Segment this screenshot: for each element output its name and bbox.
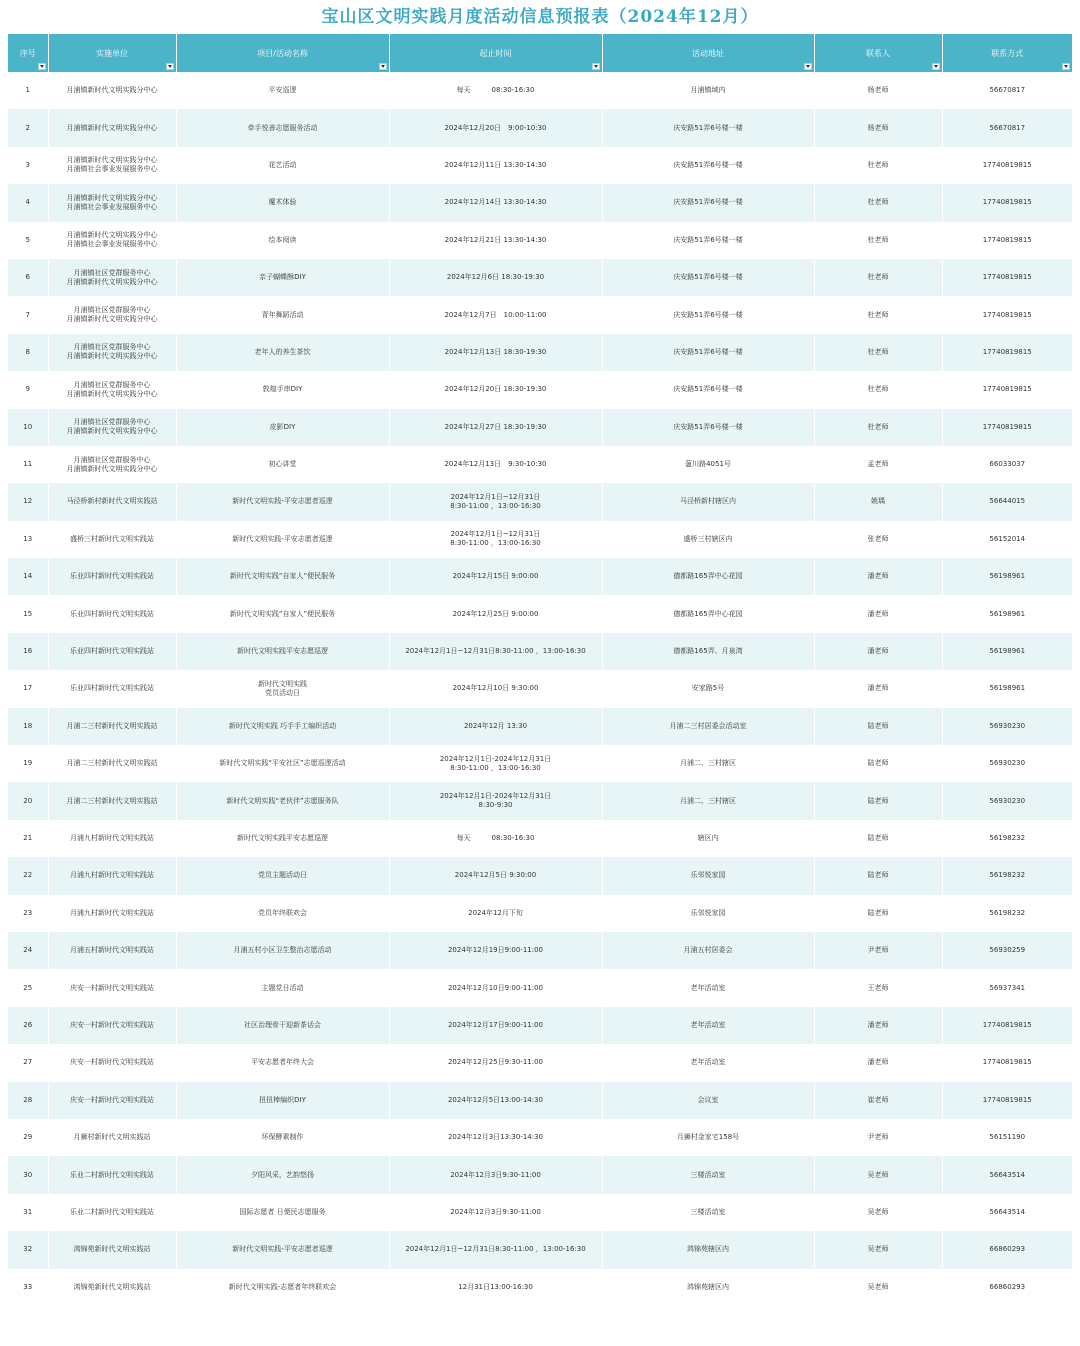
cell-time: 2024年12月10日 9:30:00 xyxy=(389,670,602,707)
table-row xyxy=(8,222,1072,259)
cell-unit: 乐业四村新时代文明实践站 xyxy=(48,633,176,670)
cell-activity-name: 牵手悦善志愿服务活动 xyxy=(176,109,389,146)
cell-no: 23 xyxy=(8,895,48,932)
header-cell-contact xyxy=(814,34,942,72)
cell-address: 庆安路51弄6号楼一楼 xyxy=(602,371,814,408)
cell-activity-name: 新时代文明实践-平安志愿者巡逻 xyxy=(176,483,389,520)
cell-no: 7 xyxy=(8,296,48,333)
table-row xyxy=(8,259,1072,296)
cell-phone: 56930230 xyxy=(942,782,1072,819)
cell-contact: 陆老师 xyxy=(814,895,942,932)
cell-address: 庆安路51弄6号楼一楼 xyxy=(602,334,814,371)
cell-address: 月狮村金家宅158号 xyxy=(602,1119,814,1156)
cell-contact: 杜老师 xyxy=(814,147,942,184)
table-row xyxy=(8,558,1072,595)
header-cell-address xyxy=(602,34,814,72)
cell-activity-name: 新时代文明实践-志愿者年终联欢会 xyxy=(176,1269,389,1306)
cell-no: 13 xyxy=(8,521,48,558)
table-row xyxy=(8,371,1072,408)
cell-unit: 庆安一村新时代文明实践站 xyxy=(48,1082,176,1119)
cell-unit: 月狮村新时代文明实践站 xyxy=(48,1119,176,1156)
cell-activity-name: 皮影DIY xyxy=(176,409,389,446)
table-row xyxy=(8,184,1072,221)
cell-activity-name: 月浦五村小区卫生整治志愿活动 xyxy=(176,932,389,969)
table-row xyxy=(8,745,1072,782)
cell-activity-name: 亲子蝴蝶酥DIY xyxy=(176,259,389,296)
cell-unit: 月浦镇社区党群服务中心 月浦镇新时代文明实践分中心 xyxy=(48,334,176,371)
cell-unit: 马泾桥新村新时代文明实践站 xyxy=(48,483,176,520)
cell-address: 庆安路51弄6号楼一楼 xyxy=(602,296,814,333)
cell-contact: 陆老师 xyxy=(814,820,942,857)
cell-time: 2024年12月3日9:30-11:00 xyxy=(389,1156,602,1193)
cell-phone: 17740819815 xyxy=(942,222,1072,259)
cell-phone: 56198961 xyxy=(942,595,1072,632)
cell-contact: 杨老师 xyxy=(814,72,942,109)
table-row xyxy=(8,1269,1072,1306)
cell-address: 蕰川路4051号 xyxy=(602,446,814,483)
cell-activity-name: 平安志愿者年终大会 xyxy=(176,1044,389,1081)
cell-contact: 姚瑀 xyxy=(814,483,942,520)
cell-phone: 56937341 xyxy=(942,969,1072,1006)
table-row xyxy=(8,932,1072,969)
cell-contact: 杜老师 xyxy=(814,409,942,446)
cell-phone: 17740819815 xyxy=(942,147,1072,184)
cell-phone: 17740819815 xyxy=(942,371,1072,408)
cell-no: 20 xyxy=(8,782,48,819)
cell-unit: 月浦镇新时代文明实践分中心 xyxy=(48,72,176,109)
cell-no: 14 xyxy=(8,558,48,595)
cell-no: 25 xyxy=(8,969,48,1006)
cell-activity-name: 平安巡逻 xyxy=(176,72,389,109)
table-row xyxy=(8,595,1072,632)
cell-address: 庆安路51弄6号楼一楼 xyxy=(602,184,814,221)
cell-address: 会议室 xyxy=(602,1082,814,1119)
cell-no: 5 xyxy=(8,222,48,259)
cell-time: 2024年12月 13:30 xyxy=(389,708,602,745)
cell-contact: 潘老师 xyxy=(814,1044,942,1081)
cell-activity-name: 青年舞蹈活动 xyxy=(176,296,389,333)
cell-activity-name: 绘本阅读 xyxy=(176,222,389,259)
filter-dropdown-icon[interactable] xyxy=(804,63,812,70)
cell-address: 三楼活动室 xyxy=(602,1156,814,1193)
cell-no: 19 xyxy=(8,745,48,782)
cell-contact: 潘老师 xyxy=(814,633,942,670)
cell-address: 庆安路51弄6号楼一楼 xyxy=(602,222,814,259)
cell-no: 31 xyxy=(8,1194,48,1231)
cell-address: 德都路165弄中心花园 xyxy=(602,595,814,632)
cell-time: 12月31日13:00-16:30 xyxy=(389,1269,602,1306)
cell-no: 10 xyxy=(8,409,48,446)
table-row xyxy=(8,409,1072,446)
cell-phone: 56930259 xyxy=(942,932,1072,969)
cell-contact: 杜老师 xyxy=(814,371,942,408)
table-row xyxy=(8,1007,1072,1044)
cell-address: 月浦镇域内 xyxy=(602,72,814,109)
cell-unit: 月浦九村新时代文明实践站 xyxy=(48,895,176,932)
table-row xyxy=(8,857,1072,894)
cell-unit: 月浦镇社区党群服务中心 月浦镇新时代文明实践分中心 xyxy=(48,371,176,408)
cell-time: 2024年12月10日9:00-11:00 xyxy=(389,969,602,1006)
cell-address: 鸿锦苑辖区内 xyxy=(602,1231,814,1268)
cell-unit: 月浦二三村新时代文明实践站 xyxy=(48,745,176,782)
cell-unit: 鸿锦苑新时代文明实践站 xyxy=(48,1269,176,1306)
table-row xyxy=(8,72,1072,109)
cell-no: 11 xyxy=(8,446,48,483)
cell-no: 12 xyxy=(8,483,48,520)
cell-address: 庆安路51弄6号楼一楼 xyxy=(602,147,814,184)
cell-time: 2024年12月3日9:30-11:00 xyxy=(389,1194,602,1231)
cell-address: 庆安路51弄6号楼一楼 xyxy=(602,409,814,446)
page-title: 宝山区文明实践月度活动信息预报表（2024年12月） xyxy=(321,7,759,27)
header-label: 联系方式 xyxy=(991,48,1024,58)
cell-time: 2024年12月19日9:00-11:00 xyxy=(389,932,602,969)
cell-contact: 吴老师 xyxy=(814,1269,942,1306)
cell-contact: 杨老师 xyxy=(814,109,942,146)
cell-no: 27 xyxy=(8,1044,48,1081)
cell-unit: 鸿锦苑新时代文明实践站 xyxy=(48,1231,176,1268)
cell-time: 2024年12月21日 13:30-14:30 xyxy=(389,222,602,259)
cell-no: 21 xyxy=(8,820,48,857)
table-row xyxy=(8,446,1072,483)
cell-contact: 潘老师 xyxy=(814,1007,942,1044)
table-row xyxy=(8,521,1072,558)
table-row xyxy=(8,969,1072,1006)
cell-address: 月浦五村居委会 xyxy=(602,932,814,969)
cell-address: 鸿锦苑辖区内 xyxy=(602,1269,814,1306)
cell-no: 3 xyxy=(8,147,48,184)
cell-time: 2024年12月1日~12月31日8:30-11:00 ，13:00-16:30 xyxy=(389,1231,602,1268)
cell-time: 2024年12月1日~12月31日8:30-11:00 ，13:00-16:30 xyxy=(389,633,602,670)
cell-no: 16 xyxy=(8,633,48,670)
table-row xyxy=(8,296,1072,333)
cell-activity-name: 新时代文明实践 巧手手工编织活动 xyxy=(176,708,389,745)
cell-no: 33 xyxy=(8,1269,48,1306)
cell-unit: 乐业二村新时代文明实践站 xyxy=(48,1194,176,1231)
cell-contact: 吴老师 xyxy=(814,1194,942,1231)
cell-contact: 杜老师 xyxy=(814,334,942,371)
cell-contact: 王老师 xyxy=(814,969,942,1006)
filter-dropdown-icon[interactable] xyxy=(166,63,174,70)
header-cell-phone xyxy=(942,34,1072,72)
cell-activity-name: 扭扭棒编织DIY xyxy=(176,1082,389,1119)
table-row xyxy=(8,1231,1072,1268)
cell-time: 每天 08:30-16:30 xyxy=(389,820,602,857)
cell-contact: 吴老师 xyxy=(814,1231,942,1268)
cell-time: 2024年12月1日~12月31日 8:30-11:00 ，13:00-16:30 xyxy=(389,521,602,558)
cell-address: 盛桥三村辖区内 xyxy=(602,521,814,558)
header-label: 序号 xyxy=(19,48,36,58)
cell-activity-name: 夕阳风采，艺韵悠扬 xyxy=(176,1156,389,1193)
cell-phone: 56198961 xyxy=(942,670,1072,707)
cell-unit: 月浦镇社区党群服务中心 月浦镇新时代文明实践分中心 xyxy=(48,446,176,483)
header-cell-name xyxy=(176,34,389,72)
cell-unit: 盛桥三村新时代文明实践站 xyxy=(48,521,176,558)
cell-activity-name: 新时代文明实践-平安志愿者巡逻 xyxy=(176,1231,389,1268)
cell-unit: 乐业二村新时代文明实践站 xyxy=(48,1156,176,1193)
cell-activity-name: 新时代文明实践“老伙伴”志愿服务队 xyxy=(176,782,389,819)
cell-contact: 潘老师 xyxy=(814,670,942,707)
cell-activity-name: 新时代文明实践“自家人”便民服务 xyxy=(176,595,389,632)
cell-contact: 孟老师 xyxy=(814,446,942,483)
table-row xyxy=(8,782,1072,819)
cell-unit: 月浦镇新时代文明实践分中心 月浦镇社会事业发展服务中心 xyxy=(48,147,176,184)
cell-no: 8 xyxy=(8,334,48,371)
cell-activity-name: 新时代文明实践平安志愿巡逻 xyxy=(176,820,389,857)
table-row xyxy=(8,334,1072,371)
cell-contact: 陆老师 xyxy=(814,708,942,745)
table-row xyxy=(8,820,1072,857)
cell-unit: 月浦镇社区党群服务中心 月浦镇新时代文明实践分中心 xyxy=(48,409,176,446)
cell-time: 2024年12月3日13:30-14:30 xyxy=(389,1119,602,1156)
table-row xyxy=(8,483,1072,520)
filter-dropdown-icon[interactable] xyxy=(932,63,940,70)
cell-phone: 17740819815 xyxy=(942,1007,1072,1044)
cell-address: 乐邻悦家园 xyxy=(602,857,814,894)
cell-no: 9 xyxy=(8,371,48,408)
cell-no: 6 xyxy=(8,259,48,296)
cell-phone: 66860293 xyxy=(942,1269,1072,1306)
cell-unit: 月浦镇新时代文明实践分中心 xyxy=(48,109,176,146)
cell-unit: 月浦九村新时代文明实践站 xyxy=(48,820,176,857)
header-cell-unit xyxy=(48,34,176,72)
cell-address: 庆安路51弄6号楼一楼 xyxy=(602,109,814,146)
cell-phone: 66033037 xyxy=(942,446,1072,483)
cell-time: 2024年12月11日 13:30-14:30 xyxy=(389,147,602,184)
cell-time: 2024年12月27日 18:30-19:30 xyxy=(389,409,602,446)
table-row xyxy=(8,1082,1072,1119)
table-row xyxy=(8,633,1072,670)
header-label: 活动地址 xyxy=(692,48,724,58)
cell-phone: 56670817 xyxy=(942,72,1072,109)
cell-activity-name: 老年人的养生茶饮 xyxy=(176,334,389,371)
header-cell-no xyxy=(8,34,48,72)
cell-activity-name: 敦煌手串DIY xyxy=(176,371,389,408)
cell-activity-name: 党员主题活动日 xyxy=(176,857,389,894)
filter-dropdown-icon[interactable] xyxy=(379,63,387,70)
cell-contact: 陆老师 xyxy=(814,745,942,782)
cell-phone: 56930230 xyxy=(942,745,1072,782)
cell-time: 2024年12月5日13:00-14:30 xyxy=(389,1082,602,1119)
cell-time: 2024年12月1日-2024年12月31日 8:30-9:30 xyxy=(389,782,602,819)
cell-unit: 庆安一村新时代文明实践站 xyxy=(48,1007,176,1044)
cell-unit: 庆安一村新时代文明实践站 xyxy=(48,1044,176,1081)
table-row xyxy=(8,895,1072,932)
cell-activity-name: 新时代文明实践“自家人”便民服务 xyxy=(176,558,389,595)
cell-activity-name: 初心讲堂 xyxy=(176,446,389,483)
cell-address: 庆安路51弄6号楼一楼 xyxy=(602,259,814,296)
filter-dropdown-icon[interactable] xyxy=(592,63,600,70)
cell-unit: 月浦五村新时代文明实践站 xyxy=(48,932,176,969)
cell-time: 2024年12月1日~12月31日 8:30-11:00 ，13:00-16:30 xyxy=(389,483,602,520)
table-row xyxy=(8,708,1072,745)
cell-time: 2024年12月17日9:00-11:00 xyxy=(389,1007,602,1044)
cell-time: 2024年12月15日 9:00:00 xyxy=(389,558,602,595)
cell-contact: 杜老师 xyxy=(814,184,942,221)
cell-contact: 陆老师 xyxy=(814,782,942,819)
cell-activity-name: 环保酵素制作 xyxy=(176,1119,389,1156)
cell-activity-name: 魔术体验 xyxy=(176,184,389,221)
cell-no: 26 xyxy=(8,1007,48,1044)
cell-phone: 56198961 xyxy=(942,633,1072,670)
cell-phone: 56198232 xyxy=(942,857,1072,894)
cell-address: 月浦二三村居委会活动室 xyxy=(602,708,814,745)
cell-phone: 17740819815 xyxy=(942,184,1072,221)
cell-contact: 尹老师 xyxy=(814,1119,942,1156)
cell-phone: 17740819815 xyxy=(942,1082,1072,1119)
cell-no: 1 xyxy=(8,72,48,109)
header-label: 联系人 xyxy=(866,48,890,58)
cell-address: 乐邻悦家园 xyxy=(602,895,814,932)
cell-address: 老年活动室 xyxy=(602,1007,814,1044)
cell-no: 17 xyxy=(8,670,48,707)
cell-contact: 杜老师 xyxy=(814,296,942,333)
cell-unit: 月浦镇社区党群服务中心 月浦镇新时代文明实践分中心 xyxy=(48,259,176,296)
header-label: 起止时间 xyxy=(479,48,512,58)
cell-phone: 66860293 xyxy=(942,1231,1072,1268)
cell-phone: 56198961 xyxy=(942,558,1072,595)
cell-phone: 17740819815 xyxy=(942,259,1072,296)
cell-unit: 月浦镇社区党群服务中心 月浦镇新时代文明实践分中心 xyxy=(48,296,176,333)
cell-unit: 乐业四村新时代文明实践站 xyxy=(48,670,176,707)
cell-no: 30 xyxy=(8,1156,48,1193)
cell-contact: 潘老师 xyxy=(814,558,942,595)
cell-unit: 月浦二三村新时代文明实践站 xyxy=(48,782,176,819)
table-row xyxy=(8,147,1072,184)
cell-phone: 17740819815 xyxy=(942,296,1072,333)
cell-activity-name: 花艺活动 xyxy=(176,147,389,184)
cell-activity-name: 主题党日活动 xyxy=(176,969,389,1006)
cell-address: 马泾桥新村辖区内 xyxy=(602,483,814,520)
table-row xyxy=(8,1119,1072,1156)
cell-time: 2024年12月6日 18:30-19:30 xyxy=(389,259,602,296)
cell-contact: 尹老师 xyxy=(814,932,942,969)
cell-phone: 17740819815 xyxy=(942,1044,1072,1081)
cell-phone: 17740819815 xyxy=(942,334,1072,371)
cell-phone: 17740819815 xyxy=(942,409,1072,446)
cell-activity-name: 党员年终联欢会 xyxy=(176,895,389,932)
header-label: 实施单位 xyxy=(96,48,128,58)
cell-phone: 56670817 xyxy=(942,109,1072,146)
cell-address: 辖区内 xyxy=(602,820,814,857)
cell-no: 24 xyxy=(8,932,48,969)
filter-dropdown-icon[interactable] xyxy=(1062,63,1070,70)
cell-time: 2024年12月25日 9:00:00 xyxy=(389,595,602,632)
table-row xyxy=(8,109,1072,146)
header-row xyxy=(8,34,1072,72)
cell-no: 15 xyxy=(8,595,48,632)
activity-table xyxy=(8,34,1072,1306)
cell-time: 2024年12月7日 10:00-11:00 xyxy=(389,296,602,333)
table-row xyxy=(8,1156,1072,1193)
cell-contact: 杜老师 xyxy=(814,259,942,296)
cell-no: 22 xyxy=(8,857,48,894)
cell-phone: 56198232 xyxy=(942,895,1072,932)
cell-no: 2 xyxy=(8,109,48,146)
header-cell-time xyxy=(389,34,602,72)
cell-unit: 乐业四村新时代文明实践站 xyxy=(48,558,176,595)
table-row xyxy=(8,1194,1072,1231)
cell-address: 安家路5号 xyxy=(602,670,814,707)
cell-no: 28 xyxy=(8,1082,48,1119)
cell-no: 32 xyxy=(8,1231,48,1268)
cell-time: 2024年12月14日 13:30-14:30 xyxy=(389,184,602,221)
cell-activity-name: 新时代文明实践-平安志愿者巡逻 xyxy=(176,521,389,558)
cell-phone: 56644015 xyxy=(942,483,1072,520)
table-body xyxy=(8,72,1072,1306)
table-row xyxy=(8,1044,1072,1081)
cell-time: 2024年12月25日9:30-11:00 xyxy=(389,1044,602,1081)
cell-unit: 月浦九村新时代文明实践站 xyxy=(48,857,176,894)
cell-address: 月浦二、三村辖区 xyxy=(602,782,814,819)
cell-phone: 56930230 xyxy=(942,708,1072,745)
cell-contact: 张老师 xyxy=(814,521,942,558)
cell-address: 月浦二、三村辖区 xyxy=(602,745,814,782)
cell-contact: 吴老师 xyxy=(814,1156,942,1193)
cell-address: 德都路165弄、月泉湾 xyxy=(602,633,814,670)
cell-address: 老年活动室 xyxy=(602,1044,814,1081)
cell-activity-name: 新时代文明实践平安志愿巡逻 xyxy=(176,633,389,670)
cell-contact: 杜老师 xyxy=(814,222,942,259)
cell-phone: 56643514 xyxy=(942,1156,1072,1193)
header-label: 项目/活动名称 xyxy=(257,48,308,58)
cell-activity-name: 新时代文明实践“平安社区”志愿巡逻活动 xyxy=(176,745,389,782)
cell-phone: 56152014 xyxy=(942,521,1072,558)
cell-time: 2024年12月13日 18:30-19:30 xyxy=(389,334,602,371)
cell-unit: 月浦镇新时代文明实践分中心 月浦镇社会事业发展服务中心 xyxy=(48,184,176,221)
cell-time: 2024年12月下旬 xyxy=(389,895,602,932)
cell-contact: 陆老师 xyxy=(814,857,942,894)
cell-no: 18 xyxy=(8,708,48,745)
cell-time: 2024年12月20日 9:00-10:30 xyxy=(389,109,602,146)
cell-time: 每天 08:30-16:30 xyxy=(389,72,602,109)
cell-contact: 潘老师 xyxy=(814,595,942,632)
table-row xyxy=(8,670,1072,707)
cell-contact: 崔老师 xyxy=(814,1082,942,1119)
cell-address: 德都路165弄中心花园 xyxy=(602,558,814,595)
cell-unit: 月浦二三村新时代文明实践站 xyxy=(48,708,176,745)
cell-time: 2024年12月5日 9:30:00 xyxy=(389,857,602,894)
cell-address: 三楼活动室 xyxy=(602,1194,814,1231)
cell-unit: 月浦镇新时代文明实践分中心 月浦镇社会事业发展服务中心 xyxy=(48,222,176,259)
cell-activity-name: 国际志愿者 日便民志愿服务 xyxy=(176,1194,389,1231)
cell-no: 29 xyxy=(8,1119,48,1156)
cell-phone: 56643514 xyxy=(942,1194,1072,1231)
cell-activity-name: 新时代文明实践 党员活动日 xyxy=(176,670,389,707)
cell-unit: 乐业四村新时代文明实践站 xyxy=(48,595,176,632)
cell-no: 4 xyxy=(8,184,48,221)
filter-dropdown-icon[interactable] xyxy=(38,63,46,70)
cell-phone: 56198232 xyxy=(942,820,1072,857)
cell-unit: 庆安一村新时代文明实践站 xyxy=(48,969,176,1006)
cell-time: 2024年12月20日 18:30-19:30 xyxy=(389,371,602,408)
cell-time: 2024年12月13日 9:30-10:30 xyxy=(389,446,602,483)
cell-activity-name: 社区治理骨干迎新茶话会 xyxy=(176,1007,389,1044)
cell-address: 老年活动室 xyxy=(602,969,814,1006)
cell-time: 2024年12月1日-2024年12月31日 8:30-11:00 ，13:00-16:30 xyxy=(389,745,602,782)
cell-phone: 56151190 xyxy=(942,1119,1072,1156)
